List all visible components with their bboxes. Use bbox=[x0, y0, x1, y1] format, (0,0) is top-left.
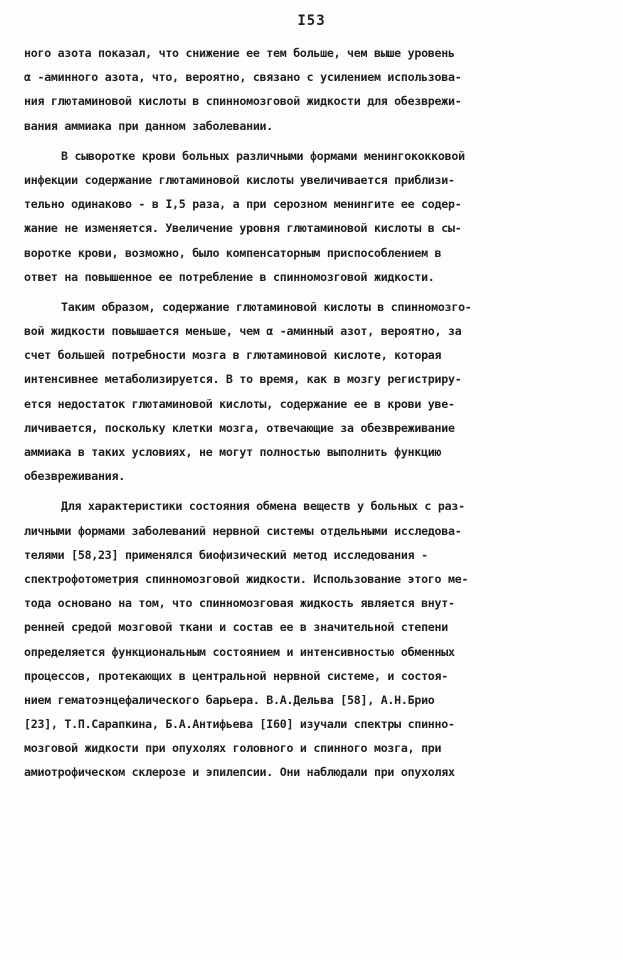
text-line: интенсивнее метаболизируется. В то время, как в мозгу регистриру- bbox=[24, 372, 462, 387]
text-line: амиотрофическом склерозе и эпилепсии. Они наблюдали при опухолях bbox=[24, 765, 455, 780]
page-number: I53 bbox=[297, 13, 326, 29]
text-line: телями [58,23] применялся биофизический метод исследования - bbox=[24, 547, 428, 562]
text-line: процессов, протекающих в центральной нервной системе, и состоя- bbox=[24, 668, 448, 683]
text-line: α -аминного азота, что, вероятно, связано с усилением использова- bbox=[24, 70, 462, 85]
text-line: жание не изменяется. Увеличение уровня глютаминовой кислоты в сы- bbox=[24, 221, 462, 236]
text-line: аммиака в таких условиях, не могут полностью выполнить функцию bbox=[24, 445, 442, 459]
text-line: определяется функциональным состоянием и интенсивностью обменных bbox=[24, 644, 455, 659]
text-line: воротке крови, возможно, было компенсаторным приспособлением в bbox=[24, 245, 442, 260]
text-line: инфекции содержание глютаминовой кислоты увеличивается приблизи- bbox=[24, 172, 455, 187]
text-line: ния глютаминовой кислоты в спинномозговой жидкости для обезврежи- bbox=[24, 94, 462, 109]
text-line: мозговой жидкости при опухолях головного и спинного мозга, при bbox=[24, 741, 442, 756]
text-line: тельно одинаково - в I,5 раза, а при серозном менингите ее содер- bbox=[24, 197, 462, 212]
text-line: ется недостаток глютаминовой кислоты, содержание ее в крови уве- bbox=[24, 396, 455, 411]
text-line: ного азота показал, что снижение ее тем больше, чем выше уровень bbox=[24, 46, 455, 60]
body-text bbox=[24, 41, 604, 785]
text-line: счет большей потребности мозга в глютаминовой кислоте, которая bbox=[24, 348, 442, 363]
text-line: личными формами заболеваний нервной системы отдельными исследова- bbox=[24, 523, 462, 538]
text-line: спектрофотометрия спинномозговой жидкости. Использование этого ме- bbox=[24, 571, 469, 586]
text-line: нием гематоэнцефалического барьера. В.А.Дельва [58], А.Н.Брио bbox=[24, 692, 435, 707]
text-line: ответ на повышенное ее потребление в спинномозговой жидкости. bbox=[24, 269, 435, 284]
text-line: обезвреживания. bbox=[24, 469, 125, 484]
paragraph-first-line: Для характеристики состояния обмена веществ у больных с раз- bbox=[61, 499, 465, 514]
text-line: тода основано на том, что спинномозговая жидкость является внут- bbox=[24, 596, 455, 611]
text-line: [23], Т.П.Сарапкина, Б.А.Антифьева [I60] изучали спектры спинно- bbox=[24, 717, 455, 732]
paragraph-first-line: Таким образом, содержание глютаминовой кислоты в спинномозго- bbox=[61, 299, 472, 314]
text-line: вания аммиака при данном заболевании. bbox=[24, 118, 274, 133]
paragraph-first-line: В сыворотке крови больных различными формами менингококковой bbox=[61, 148, 465, 163]
text-line: вой жидкости повышается меньше, чем α -аминный азот, вероятно, за bbox=[24, 324, 462, 339]
text-line: ренней средой мозговой ткани и состав ее в значительной степени bbox=[24, 620, 448, 635]
text-line: личивается, поскольку клетки мозга, отвечающие за обезвреживание bbox=[24, 420, 455, 435]
